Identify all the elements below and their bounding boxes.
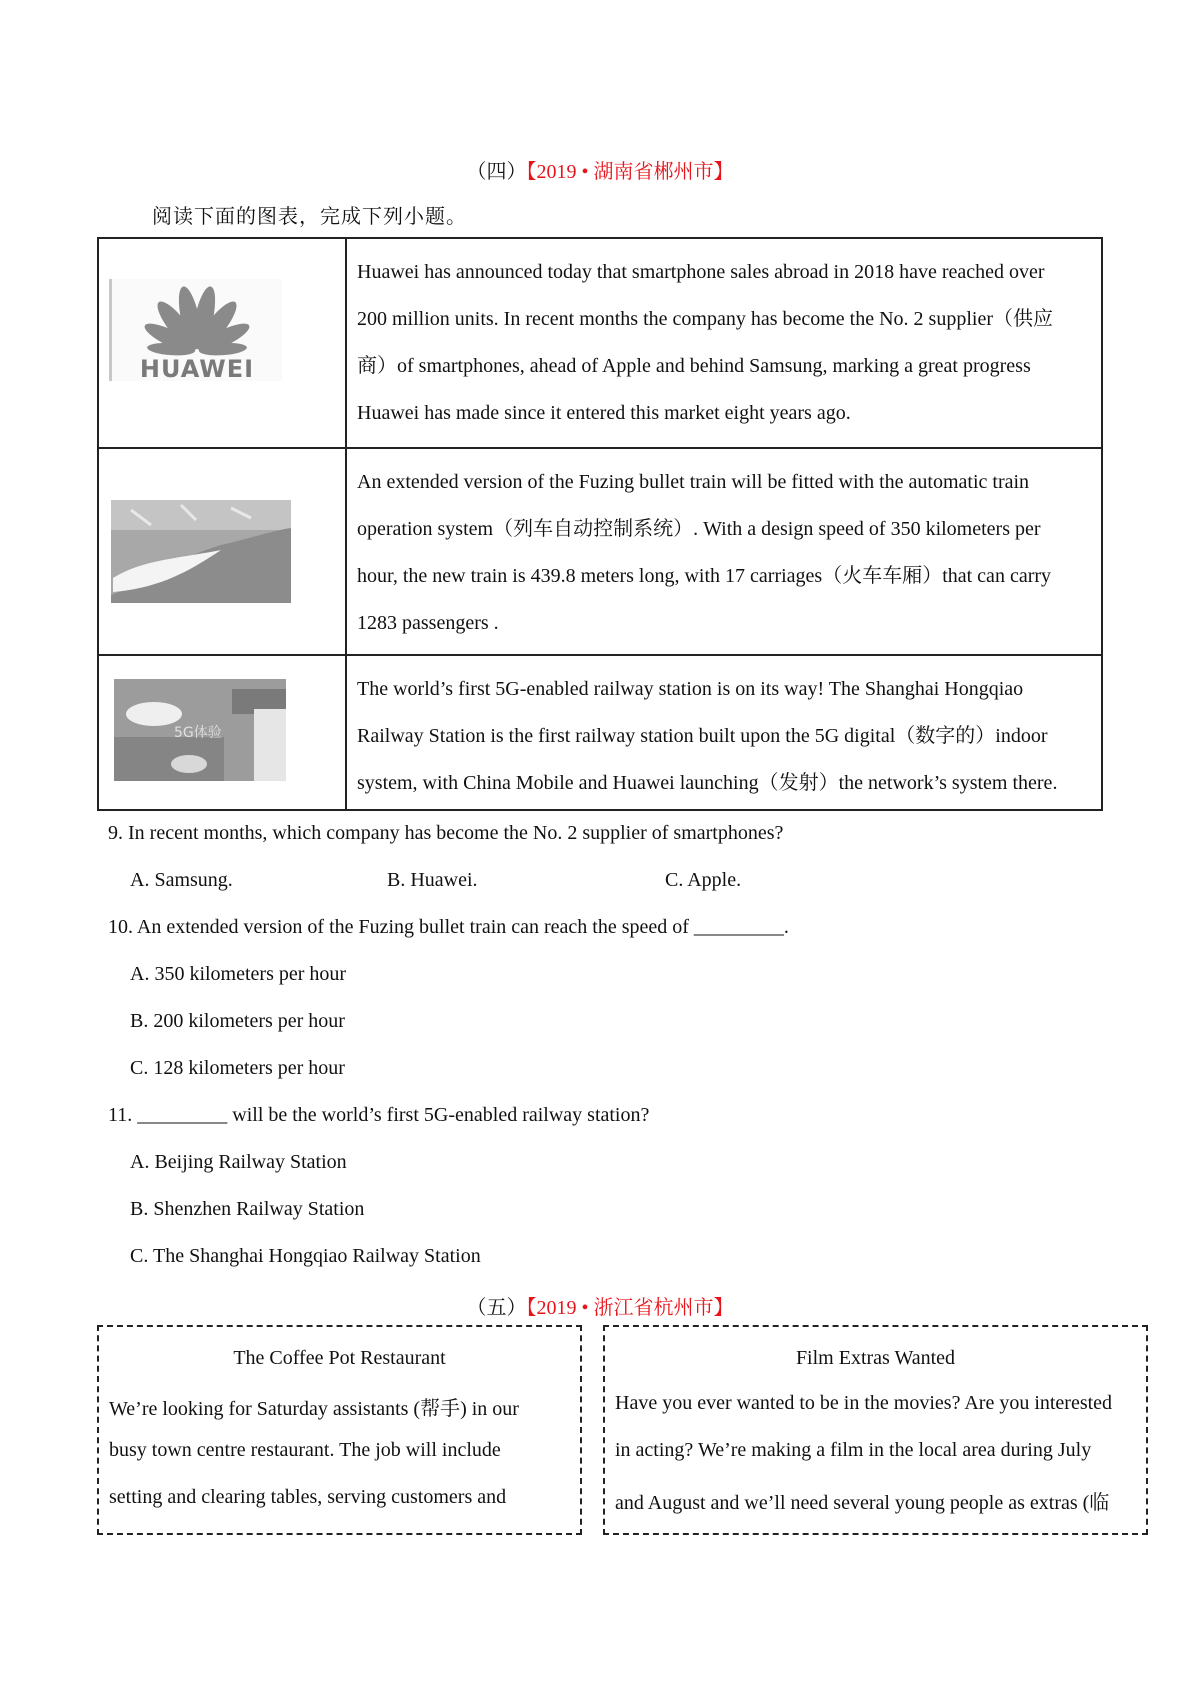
text-cell [346, 448, 1102, 655]
ad-coffee-pot [97, 1325, 582, 1535]
table-row [98, 448, 1102, 655]
question-9-option-b[interactable]: B. Huawei. [387, 869, 478, 891]
huawei-logo-image [109, 279, 282, 381]
paragraph-line: 1283 passengers . [357, 612, 499, 634]
paragraph-line: 200 million units. In recent months the company has become the No. 2 supplier（供应 [357, 308, 1053, 330]
paragraph-line: hour, the new train is 439.8 meters long, with 17 carriages（火车车厢）that can carry [357, 565, 1052, 587]
section-5-heading [0, 1291, 1200, 1320]
table-row [98, 655, 1102, 810]
question-9-option-a[interactable]: A. Samsung. [130, 869, 233, 891]
image-cell [98, 448, 346, 655]
section-4-source: 【2019 • 湖南省郴州市】 [526, 161, 734, 183]
huawei-logo-icon [112, 279, 282, 381]
ad-title: Film Extras Wanted [795, 1347, 956, 1369]
ad-line: busy town centre restaurant. The job will include [109, 1439, 501, 1461]
question-10-option-a[interactable]: A. 350 kilometers per hour [130, 963, 347, 985]
ad-line: We’re looking for Saturday assistants (帮手) in our [109, 1398, 519, 1420]
question-10-option-b[interactable]: B. 200 kilometers per hour [130, 1010, 345, 1032]
question-10: 10. An extended version of the Fuzing bullet train can reach the speed of _________. [108, 916, 789, 938]
5g-station-image [114, 679, 286, 781]
ad-title: The Coffee Pot Restaurant [233, 1347, 446, 1369]
question-9: 9. In recent months, which company has become the No. 2 supplier of smartphones? [108, 822, 784, 844]
svg-text:5G体验: 5G体验 [174, 725, 222, 741]
paragraph-line: operation system（列车自动控制系统）. With a design speed of 350 kilometers per [357, 518, 1041, 540]
section-5-prefix: （五） [466, 1297, 527, 1319]
question-11-option-a[interactable]: A. Beijing Railway Station [130, 1151, 347, 1173]
ad-line: Have you ever wanted to be in the movies? Are you interested [615, 1392, 1113, 1414]
text-cell [346, 655, 1102, 810]
5g-station-icon [114, 679, 286, 781]
image-cell [98, 655, 346, 810]
question-10-option-c[interactable]: C. 128 kilometers per hour [130, 1057, 345, 1079]
ad-line: setting and clearing tables, serving customers and [109, 1486, 507, 1508]
info-table [97, 237, 1103, 811]
text-cell [346, 238, 1102, 448]
svg-text:HUAWEI: HUAWEI [139, 355, 255, 381]
paragraph-line: Railway Station is the first railway station built upon the 5G digital（数字的）indoor [357, 725, 1048, 747]
paragraph-line: system, with China Mobile and Huawei launching（发射）the network’s system there. [357, 772, 1058, 794]
ad-line: in acting? We’re making a film in the local area during July [615, 1439, 1092, 1461]
ad-film-extras [603, 1325, 1148, 1535]
paragraph-line: 商）of smartphones, ahead of Apple and behind Samsung, marking a great progress [357, 355, 1031, 377]
paragraph-line: Huawei has announced today that smartphone sales abroad in 2018 have reached over [357, 261, 1045, 283]
image-cell [98, 238, 346, 448]
table-row [98, 238, 1102, 448]
bullet-train-image [111, 500, 291, 603]
question-11: 11. _________ will be the world’s first 5G-enabled railway station? [108, 1104, 650, 1126]
instructions: 阅读下面的图表，完成下列小题。 [152, 206, 467, 228]
paragraph-line: The world’s first 5G-enabled railway station is on its way! The Shanghai Hongqiao [357, 678, 1024, 700]
section-4-prefix: （四） [466, 161, 527, 183]
question-9-option-c[interactable]: C. Apple. [665, 869, 742, 891]
ad-line: and August and we’ll need several young people as extras (临 [615, 1492, 1110, 1514]
question-11-option-c[interactable]: C. The Shanghai Hongqiao Railway Station [130, 1245, 481, 1267]
section-4-heading [0, 155, 1200, 184]
question-11-option-b[interactable]: B. Shenzhen Railway Station [130, 1198, 365, 1220]
bullet-train-icon [111, 500, 291, 603]
paragraph-line: Huawei has made since it entered this market eight years ago. [357, 402, 851, 424]
paragraph-line: An extended version of the Fuzing bullet train will be fitted with the automatic train [357, 471, 1030, 493]
section-5-source: 【2019 • 浙江省杭州市】 [526, 1297, 734, 1319]
